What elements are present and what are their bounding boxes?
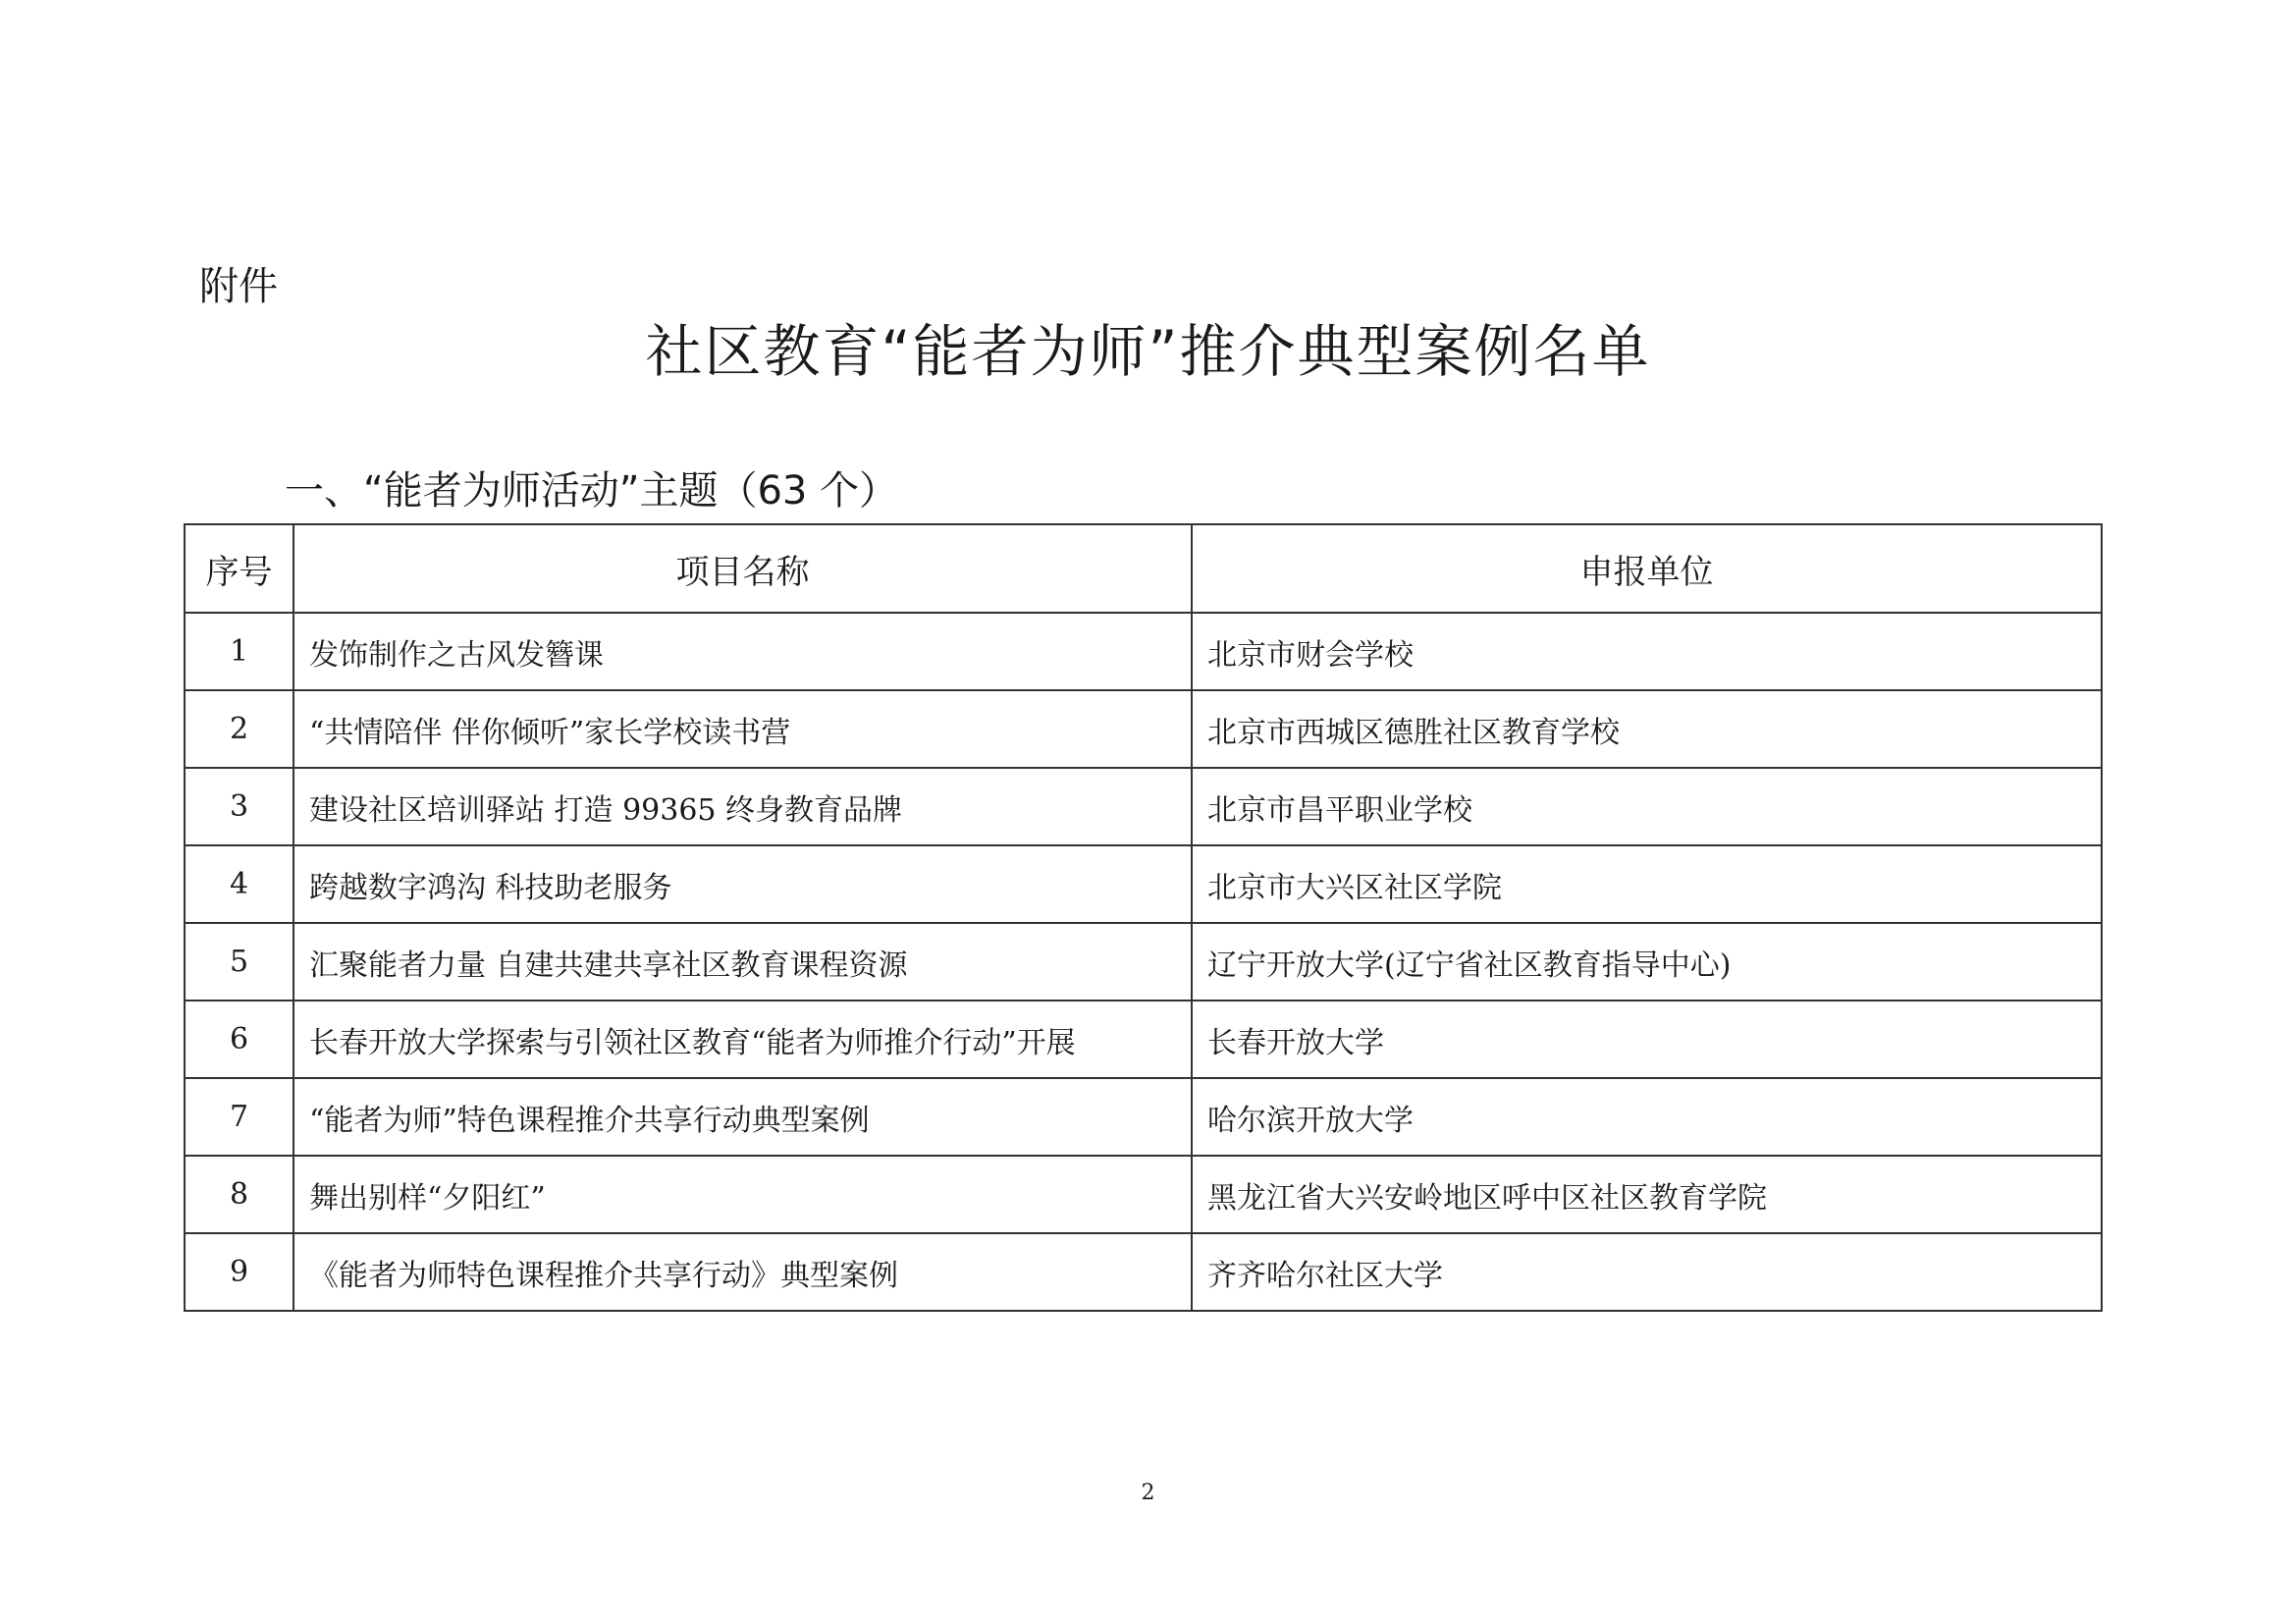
row-applicant-unit: 黑龙江省大兴安岭地区呼中区社区教育学院 — [1192, 1156, 2102, 1233]
table-row — [185, 923, 2102, 1001]
table-row — [185, 845, 2102, 923]
row-applicant-unit: 辽宁开放大学(辽宁省社区教育指导中心) — [1192, 923, 2102, 1001]
row-serial-number: 7 — [185, 1078, 294, 1156]
row-applicant-unit: 长春开放大学 — [1192, 1001, 2102, 1078]
row-applicant-unit: 北京市昌平职业学校 — [1192, 768, 2102, 845]
row-serial-number: 6 — [185, 1001, 294, 1078]
case-list-table — [184, 523, 2103, 1312]
row-project-name: “共情陪伴 伴你倾听”家长学校读书营 — [294, 690, 1192, 768]
row-project-name: 跨越数字鸿沟 科技助老服务 — [294, 845, 1192, 923]
header-serial-number: 序号 — [185, 524, 294, 613]
row-project-name: 建设社区培训驿站 打造 99365 终身教育品牌 — [294, 768, 1192, 845]
row-project-name: 《能者为师特色课程推介共享行动》典型案例 — [294, 1233, 1192, 1311]
row-serial-number: 1 — [185, 613, 294, 690]
table-row — [185, 1001, 2102, 1078]
header-project-name: 项目名称 — [294, 524, 1192, 613]
table-row — [185, 768, 2102, 845]
row-serial-number: 5 — [185, 923, 294, 1001]
section-heading: 一、“能者为师活动”主题（63 个） — [285, 468, 899, 514]
row-applicant-unit: 北京市财会学校 — [1192, 613, 2102, 690]
row-serial-number: 4 — [185, 845, 294, 923]
row-project-name: 汇聚能者力量 自建共建共享社区教育课程资源 — [294, 923, 1192, 1001]
table-header-row — [185, 524, 2102, 613]
row-serial-number: 3 — [185, 768, 294, 845]
attachment-label: 附件 — [199, 264, 278, 309]
row-applicant-unit: 齐齐哈尔社区大学 — [1192, 1233, 2102, 1311]
row-applicant-unit: 北京市西城区德胜社区教育学校 — [1192, 690, 2102, 768]
row-project-name: 舞出别样“夕阳红” — [294, 1156, 1192, 1233]
table-row — [185, 690, 2102, 768]
table-row — [185, 1078, 2102, 1156]
table-row — [185, 1156, 2102, 1233]
row-serial-number: 9 — [185, 1233, 294, 1311]
row-applicant-unit: 哈尔滨开放大学 — [1192, 1078, 2102, 1156]
row-applicant-unit: 北京市大兴区社区学院 — [1192, 845, 2102, 923]
row-project-name: 发饰制作之古风发簪课 — [294, 613, 1192, 690]
header-applicant-unit: 申报单位 — [1192, 524, 2102, 613]
page-number: 2 — [1141, 1481, 1155, 1505]
row-serial-number: 8 — [185, 1156, 294, 1233]
row-project-name: 长春开放大学探索与引领社区教育“能者为师推介行动”开展 — [294, 1001, 1192, 1078]
row-project-name: “能者为师”特色课程推介共享行动典型案例 — [294, 1078, 1192, 1156]
table-row — [185, 613, 2102, 690]
document-title: 社区教育“能者为师”推介典型案例名单 — [645, 318, 1651, 385]
table-row — [185, 1233, 2102, 1311]
row-serial-number: 2 — [185, 690, 294, 768]
